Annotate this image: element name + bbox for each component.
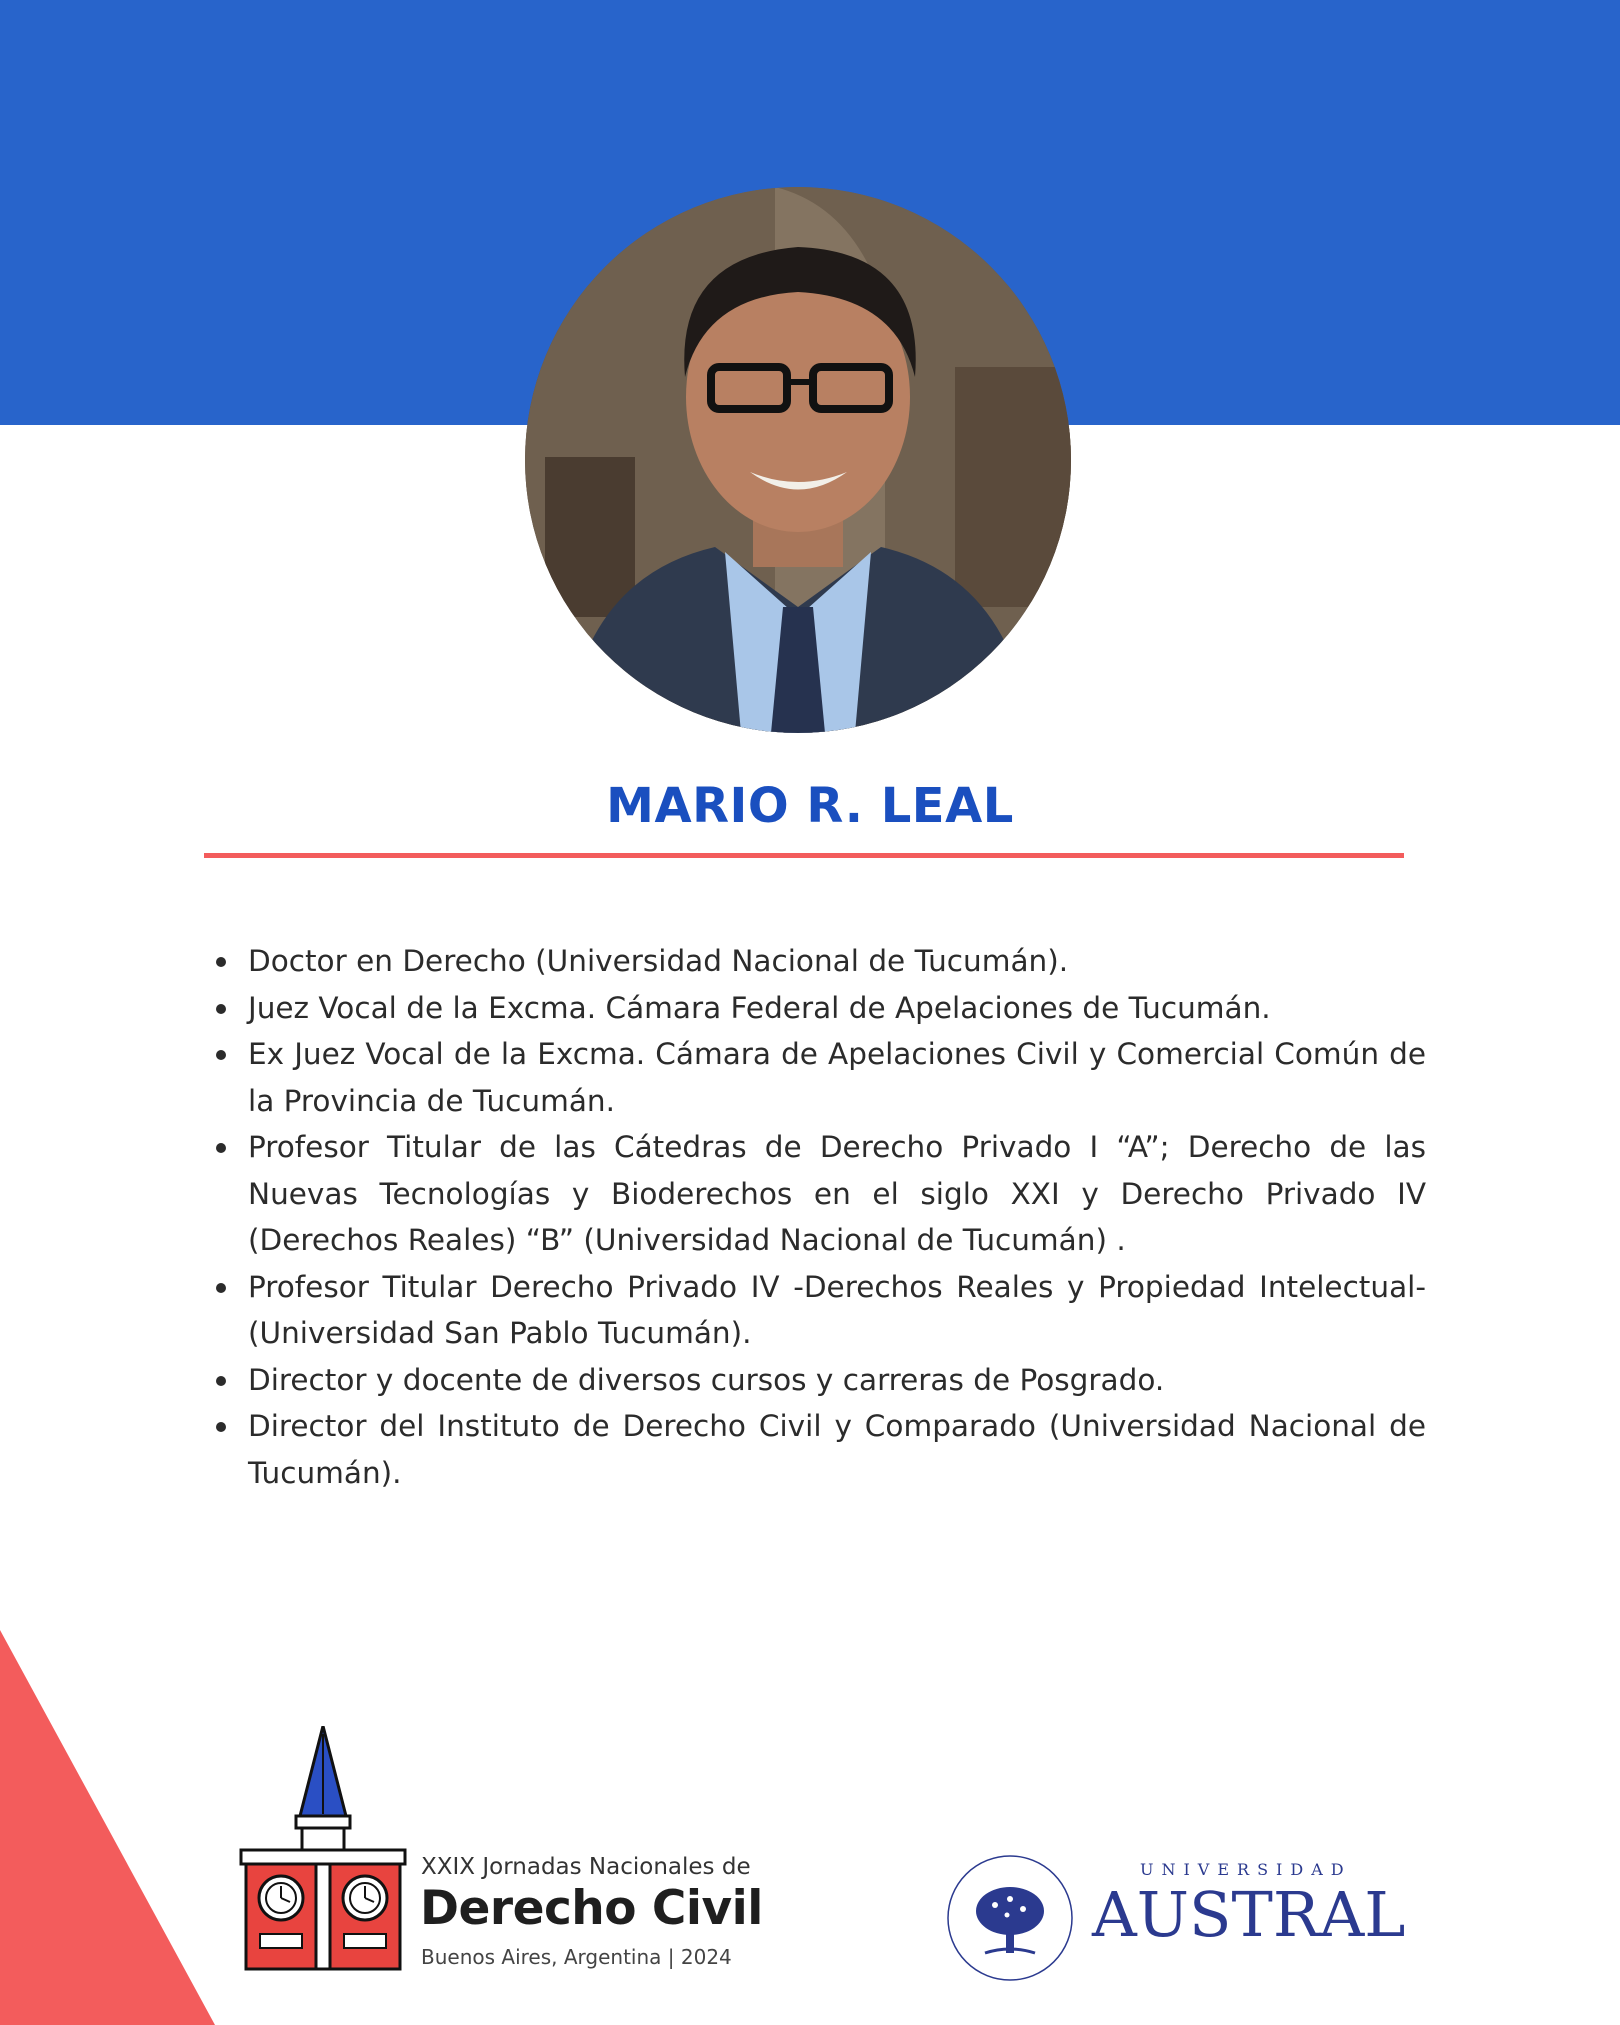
bio-item: Profesor Titular de las Cátedras de Derecho Privado I “A”; Derecho de las Nuevas Tecnologías y Bioderechos en el siglo XXI y Derecho Privado IV (Derechos Reales) “B” (Universidad Nacional de Tucumán) . (248, 1124, 1426, 1264)
jornadas-location-year: Buenos Aires, Argentina | 2024 (421, 1945, 732, 1969)
speaker-photo (525, 187, 1071, 733)
jornadas-title-line1: XXIX Jornadas Nacionales de (421, 1854, 751, 1880)
austral-wordmark-small: UNIVERSIDAD (1140, 1860, 1352, 1879)
bio-item: Profesor Titular Derecho Privado IV -Derechos Reales y Propiedad Intelectual- (Universidad San Pablo Tucumán). (248, 1264, 1426, 1357)
bio-item: Director del Instituto de Derecho Civil y Comparado (Universidad Nacional de Tucumán). (248, 1403, 1426, 1496)
name-underline (204, 853, 1404, 858)
clock-tower-logo (238, 1726, 408, 1971)
austral-seal-logo (945, 1853, 1075, 1983)
bio-list (214, 938, 1426, 1496)
bio-item: Ex Juez Vocal de la Excma. Cámara de Apelaciones Civil y Comercial Común de la Provincia de Tucumán. (248, 1031, 1426, 1124)
corner-triangle-decoration (0, 1630, 220, 2025)
bio-item: Doctor en Derecho (Universidad Nacional de Tucumán). (248, 938, 1426, 985)
bio-item: Juez Vocal de la Excma. Cámara Federal de Apelaciones de Tucumán. (248, 985, 1426, 1032)
jornadas-title-line2: Derecho Civil (420, 1881, 763, 1936)
bio-item: Director y docente de diversos cursos y carreras de Posgrado. (248, 1357, 1426, 1404)
speaker-name: MARIO R. LEAL (606, 778, 1014, 834)
austral-wordmark: AUSTRAL (1092, 1878, 1406, 1951)
